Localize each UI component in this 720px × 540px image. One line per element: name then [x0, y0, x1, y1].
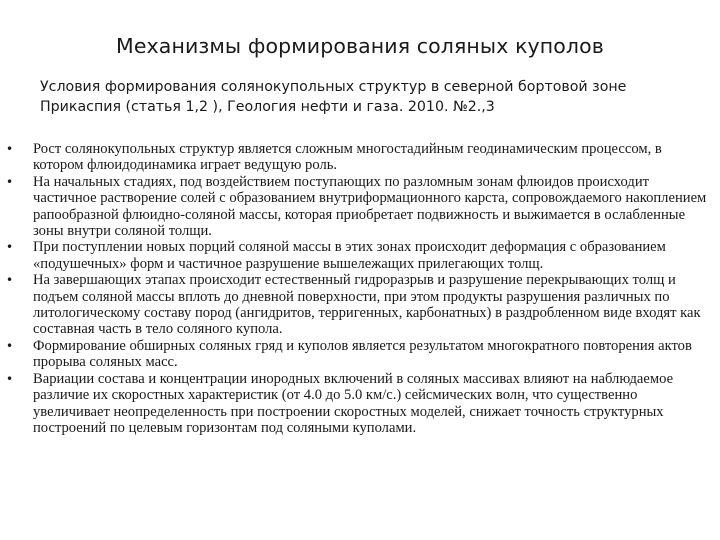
bullet-list	[0, 141, 720, 436]
bullet-icon: •	[6, 174, 14, 189]
bullet-icon: •	[6, 371, 14, 386]
slide-subtitle: Условия формирования солянокупольных структур в северной бортовой зоне Прикаспия (статья 1,2 ), Геология нефти и газа. 2010. №2.,3	[40, 79, 627, 115]
bullet-text: Рост солянокупольных структур является сложным многостадийным геодинамическим процессом, в котором флюидодинамика играет ведущую роль.	[33, 141, 662, 174]
bullet-text: Формирование обширных соляных гряд и куполов является результатом многократного повторения актов прорыва соляных масс.	[33, 337, 692, 371]
bullet-icon: •	[6, 142, 14, 156]
bullet-text: На начальных стадиях, под воздействием поступающих по разломным зонам флюидов происходит частичное растворение солей с образованием внутриформационного карста, сопровождаемого накоплением рапообразной флюидно-соляной массы, которая приобретает подвижность и выжимается в ослабленные зоны внутри соляной толщи.	[33, 173, 707, 240]
bullet-item	[0, 338, 720, 371]
bullet-icon: •	[6, 338, 14, 353]
bullet-icon: •	[6, 273, 14, 288]
bullet-text: Вариации состава и концентрации инородных включений в соляных массивах влияют на наблюдаемое различие их скоростных характеристик (от 4.0 до 5.0 км/с.) сейсмических волн, что существенно увеличивает неопределенность при построении скоростных моделей, снижает точность структурных построений по целевым горизонтам под соляными куполами.	[33, 370, 674, 436]
bullet-item	[0, 272, 720, 338]
bullet-item	[0, 371, 720, 437]
bullet-text: При поступлении новых порций соляной массы в этих зонах происходит деформация с образованием «подушечных» форм и частичное разрушение вышележащих прилегающих толщ.	[33, 239, 666, 272]
bullet-item	[0, 141, 720, 174]
bullet-text: На завершающих этапах происходит естественный гидроразрыв и разрушение перекрывающих толщ и подъем соляной массы вплоть до дневной поверхности, при этом продукты разрушения различных по литологическому составу пород (ангидритов, терригенных, карбонатных) в раздробленном виде входят как составная часть в тело соляного купола.	[33, 272, 701, 338]
bullet-item	[0, 174, 720, 240]
bullet-item	[0, 239, 720, 272]
bullet-icon: •	[6, 240, 14, 255]
slide-title: Механизмы формирования соляных куполов	[116, 34, 604, 58]
